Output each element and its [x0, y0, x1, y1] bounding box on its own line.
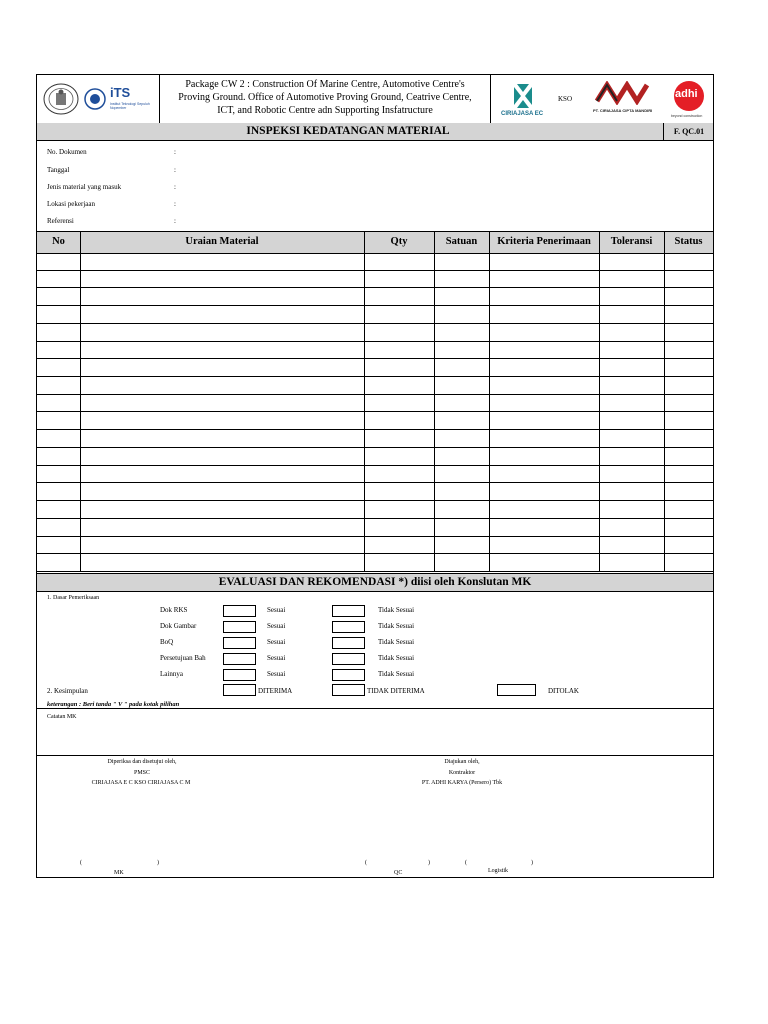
table-cell-status[interactable]	[665, 413, 713, 430]
table-cell-toleransi[interactable]	[600, 342, 664, 359]
table-cell-qty[interactable]	[365, 253, 434, 270]
table-cell-no[interactable]	[38, 483, 80, 500]
checkbox-persetujuan-bahan-tidak-sesuai[interactable]	[332, 653, 365, 665]
table-cell-toleransi[interactable]	[600, 483, 664, 500]
table-cell-toleransi[interactable]	[600, 537, 664, 554]
checkbox-dok-gambar-tidak-sesuai[interactable]	[332, 621, 365, 633]
table-row	[37, 413, 713, 431]
table-cell-toleransi[interactable]	[600, 430, 664, 447]
table-cell-uraian-material[interactable]	[81, 448, 364, 465]
table-row	[37, 430, 713, 448]
table-cell-no[interactable]	[38, 430, 80, 447]
project-title-line-2: Proving Ground. Office of Automotive Proving Ground, Ceatrive Centre,	[178, 92, 472, 103]
table-row	[37, 253, 713, 271]
table-cell-status[interactable]	[665, 288, 713, 305]
table-cell-no[interactable]	[38, 271, 80, 288]
table-cell-no[interactable]	[38, 359, 80, 376]
table-cell-no[interactable]	[38, 395, 80, 412]
table-row	[37, 342, 713, 360]
table-row	[37, 466, 713, 484]
table-cell-kriteria[interactable]	[490, 430, 599, 447]
table-cell-no[interactable]	[38, 501, 80, 518]
info-sep-referensi: :	[174, 217, 176, 225]
table-cell-kriteria[interactable]	[490, 483, 599, 500]
table-cell-qty[interactable]	[365, 377, 434, 394]
project-title-line-1: Package CW 2 : Construction Of Marine Centre, Automotive Centre's	[185, 79, 465, 90]
table-row	[37, 483, 713, 501]
table-cell-status[interactable]	[665, 448, 713, 465]
dok-rks-sesuai-label: Sesuai	[267, 606, 286, 614]
table-cell-toleransi[interactable]	[600, 395, 664, 412]
table-cell-satuan[interactable]	[435, 448, 489, 465]
table-cell-status[interactable]	[665, 483, 713, 500]
table-cell-status[interactable]	[665, 342, 713, 359]
table-cell-qty[interactable]	[365, 271, 434, 288]
table-cell-uraian-material[interactable]	[81, 342, 364, 359]
checkbox-diterima[interactable]	[223, 684, 256, 696]
check-label-lainnya: Lainnya	[160, 670, 183, 678]
table-row	[37, 377, 713, 395]
table-row	[37, 501, 713, 519]
table-cell-kriteria[interactable]	[490, 519, 599, 536]
table-cell-no[interactable]	[38, 377, 80, 394]
info-sep-no-dokumen: :	[174, 148, 176, 156]
table-cell-uraian-material[interactable]	[81, 483, 364, 500]
checkbox-lainnya-tidak-sesuai[interactable]	[332, 669, 365, 681]
table-cell-status[interactable]	[665, 554, 713, 571]
table-cell-kriteria[interactable]	[490, 342, 599, 359]
dasar-pemeriksaan-label: 1. Dasar Pemeriksaan	[47, 595, 100, 601]
table-cell-no[interactable]	[38, 448, 80, 465]
checkbox-tidak-diterima[interactable]	[332, 684, 365, 696]
table-cell-qty[interactable]	[365, 501, 434, 518]
table-cell-toleransi[interactable]	[600, 359, 664, 376]
table-cell-kriteria[interactable]	[490, 537, 599, 554]
boq-tidak-sesuai-label: Tidak Sesuai	[378, 638, 415, 646]
checkbox-persetujuan-bahan-sesuai[interactable]	[223, 653, 256, 665]
table-cell-kriteria[interactable]	[490, 413, 599, 430]
table-cell-uraian-material[interactable]	[81, 377, 364, 394]
table-cell-toleransi[interactable]	[600, 377, 664, 394]
table-cell-kriteria[interactable]	[490, 554, 599, 571]
table-row	[37, 271, 713, 289]
signature-left-line-1: Diperiksa dan disetujui oleh,	[107, 759, 177, 765]
project-title	[160, 78, 490, 117]
adhi-tagline: beyond construction	[671, 114, 703, 118]
table-cell-status[interactable]	[665, 430, 713, 447]
table-cell-status[interactable]	[665, 324, 713, 341]
ciriajasa-cm-logo-text: PT. CIRIAJASA CIPTA MANDIRI	[593, 108, 653, 113]
col-header-toleransi: Toleransi	[610, 236, 653, 247]
signature-left-line-3: CIRIAJASA E C KSO CIRIAJASA C M	[91, 780, 191, 786]
checkbox-dok-rks-tidak-sesuai[interactable]	[332, 605, 365, 617]
table-cell-qty[interactable]	[365, 359, 434, 376]
table-cell-uraian-material[interactable]	[81, 413, 364, 430]
col-header-uraian-material: Uraian Material	[185, 236, 259, 247]
table-cell-no[interactable]	[38, 413, 80, 430]
table-row	[37, 324, 713, 342]
evaluation-title-bar	[37, 573, 713, 592]
table-row	[37, 537, 713, 555]
table-cell-satuan[interactable]	[435, 537, 489, 554]
table-cell-toleransi[interactable]	[600, 413, 664, 430]
signature-section	[37, 755, 713, 877]
table-cell-no[interactable]	[38, 342, 80, 359]
check-label-dok-rks: Dok RKS	[160, 606, 188, 614]
table-cell-qty[interactable]	[365, 395, 434, 412]
kesimpulan-label: 2. Kesimpulan	[47, 687, 88, 695]
dok-gambar-sesuai-label: Sesuai	[267, 622, 286, 630]
adhi-logo	[669, 79, 709, 119]
table-cell-kriteria[interactable]	[490, 377, 599, 394]
table-cell-uraian-material[interactable]	[81, 324, 364, 341]
table-row	[37, 288, 713, 306]
inspection-form	[36, 74, 714, 878]
table-cell-satuan[interactable]	[435, 501, 489, 518]
logistik-paren-close: )	[531, 860, 533, 866]
logistik-paren-open: (	[465, 860, 467, 866]
dok-rks-tidak-sesuai-label: Tidak Sesuai	[378, 606, 415, 614]
form-title: INSPEKSI KEDATANGAN MATERIAL	[246, 125, 450, 137]
checkbox-instruction-note: keterangan : Beri tanda " V " pada kotak pilihan	[47, 701, 180, 708]
checkbox-lainnya-sesuai[interactable]	[223, 669, 256, 681]
table-cell-satuan[interactable]	[435, 306, 489, 323]
its-logo-text: iTS	[110, 85, 131, 100]
table-cell-satuan[interactable]	[435, 342, 489, 359]
evaluation-section	[37, 591, 713, 708]
table-cell-kriteria[interactable]	[490, 306, 599, 323]
tidak-diterima-label: TIDAK DITERIMA	[367, 687, 425, 695]
table-cell-toleransi[interactable]	[600, 501, 664, 518]
table-cell-uraian-material[interactable]	[81, 466, 364, 483]
checkbox-dok-rks-sesuai[interactable]	[223, 605, 256, 617]
table-cell-satuan[interactable]	[435, 413, 489, 430]
qc-paren-open: (	[365, 860, 367, 866]
table-cell-no[interactable]	[38, 537, 80, 554]
signature-right-line-2: Kontraktor	[448, 770, 476, 776]
signature-left-line-2: PMSC	[133, 770, 150, 776]
table-cell-kriteria[interactable]	[490, 501, 599, 518]
info-label-lokasi: Lokasi pekerjaan	[47, 200, 96, 208]
table-cell-status[interactable]	[665, 395, 713, 412]
table-cell-status[interactable]	[665, 253, 713, 270]
table-row	[37, 519, 713, 537]
table-cell-kriteria[interactable]	[490, 324, 599, 341]
table-row	[37, 359, 713, 377]
table-cell-toleransi[interactable]	[600, 554, 664, 571]
table-cell-status[interactable]	[665, 377, 713, 394]
lainnya-sesuai-label: Sesuai	[267, 670, 286, 678]
mk-paren-open: (	[80, 860, 82, 866]
evaluation-title: EVALUASI DAN REKOMENDASI *) diisi oleh Konslutan MK	[218, 576, 532, 588]
table-cell-qty[interactable]	[365, 537, 434, 554]
boq-sesuai-label: Sesuai	[267, 638, 286, 646]
check-label-boq: BoQ	[160, 638, 174, 646]
checkbox-boq-sesuai[interactable]	[223, 637, 256, 649]
col-header-no: No	[52, 236, 65, 247]
table-row	[37, 395, 713, 413]
table-cell-satuan[interactable]	[435, 519, 489, 536]
catatan-mk-label: Catatan MK	[47, 714, 77, 720]
table-cell-toleransi[interactable]	[600, 466, 664, 483]
table-cell-kriteria[interactable]	[490, 253, 599, 270]
dok-gambar-tidak-sesuai-label: Tidak Sesuai	[378, 622, 415, 630]
table-cell-no[interactable]	[38, 306, 80, 323]
checkbox-dok-gambar-sesuai[interactable]	[223, 621, 256, 633]
checkbox-ditolak[interactable]	[497, 684, 536, 696]
table-cell-satuan[interactable]	[435, 377, 489, 394]
table-cell-uraian-material[interactable]	[81, 271, 364, 288]
table-cell-no[interactable]	[38, 288, 80, 305]
table-cell-toleransi[interactable]	[600, 253, 664, 270]
table-cell-qty[interactable]	[365, 448, 434, 465]
table-cell-kriteria[interactable]	[490, 288, 599, 305]
table-cell-satuan[interactable]	[435, 359, 489, 376]
table-cell-uraian-material[interactable]	[81, 395, 364, 412]
logistik-signer-label: Logistik	[488, 868, 509, 874]
table-cell-qty[interactable]	[365, 466, 434, 483]
info-label-referensi: Referensi	[47, 217, 74, 225]
table-cell-uraian-material[interactable]	[81, 288, 364, 305]
table-cell-uraian-material[interactable]	[81, 253, 364, 270]
check-label-dok-gambar: Dok Gambar	[160, 622, 197, 630]
table-cell-satuan[interactable]	[435, 466, 489, 483]
table-cell-qty[interactable]	[365, 288, 434, 305]
adhi-logo-text: adhi	[675, 88, 698, 100]
table-cell-uraian-material[interactable]	[81, 519, 364, 536]
signature-right-line-1: Diajukan oleh,	[444, 759, 480, 765]
table-cell-status[interactable]	[665, 501, 713, 518]
table-cell-uraian-material[interactable]	[81, 359, 364, 376]
table-cell-status[interactable]	[665, 466, 713, 483]
table-cell-uraian-material[interactable]	[81, 430, 364, 447]
ditolak-label: DITOLAK	[548, 687, 579, 695]
diterima-label: DITERIMA	[258, 687, 293, 695]
table-cell-qty[interactable]	[365, 324, 434, 341]
table-cell-qty[interactable]	[365, 342, 434, 359]
kso-label: KSO	[558, 95, 573, 103]
table-cell-qty[interactable]	[365, 430, 434, 447]
ciriajasa-ec-logo	[501, 81, 557, 119]
table-cell-qty[interactable]	[365, 554, 434, 571]
table-cell-toleransi[interactable]	[600, 288, 664, 305]
persetujuan-bahan-tidak-sesuai-label: Tidak Sesuai	[378, 654, 415, 662]
info-label-jenis-material: Jenis material yang masuk	[47, 183, 122, 191]
form-header	[37, 75, 713, 124]
table-cell-no[interactable]	[38, 324, 80, 341]
table-cell-status[interactable]	[665, 306, 713, 323]
table-cell-kriteria[interactable]	[490, 395, 599, 412]
table-cell-kriteria[interactable]	[490, 466, 599, 483]
table-row	[37, 306, 713, 324]
table-cell-satuan[interactable]	[435, 430, 489, 447]
table-cell-toleransi[interactable]	[600, 306, 664, 323]
info-sep-jenis-material: :	[174, 183, 176, 191]
table-cell-satuan[interactable]	[435, 271, 489, 288]
table-cell-toleransi[interactable]	[600, 324, 664, 341]
col-header-kriteria: Kriteria Penerimaan	[497, 236, 591, 247]
its-logo	[83, 83, 157, 115]
table-cell-status[interactable]	[665, 359, 713, 376]
table-cell-qty[interactable]	[365, 413, 434, 430]
qc-paren-close: )	[428, 860, 430, 866]
info-label-no-dokumen: No. Dokumen	[47, 148, 87, 156]
catatan-mk-section	[37, 708, 713, 756]
table-cell-no[interactable]	[38, 554, 80, 571]
info-sep-tanggal: :	[174, 166, 176, 174]
col-header-satuan: Satuan	[445, 236, 478, 247]
table-cell-satuan[interactable]	[435, 288, 489, 305]
table-cell-no[interactable]	[38, 519, 80, 536]
table-cell-no[interactable]	[38, 466, 80, 483]
table-row	[37, 448, 713, 466]
col-header-status: Status	[674, 236, 703, 247]
ciriajasa-cm-logo	[593, 81, 663, 119]
table-cell-kriteria[interactable]	[490, 359, 599, 376]
table-cell-satuan[interactable]	[435, 554, 489, 571]
table-cell-satuan[interactable]	[435, 324, 489, 341]
table-row	[37, 554, 713, 572]
table-cell-satuan[interactable]	[435, 483, 489, 500]
lainnya-tidak-sesuai-label: Tidak Sesuai	[378, 670, 415, 678]
table-cell-status[interactable]	[665, 519, 713, 536]
mk-paren-close: )	[157, 860, 159, 866]
checkbox-boq-tidak-sesuai[interactable]	[332, 637, 365, 649]
table-cell-kriteria[interactable]	[490, 271, 599, 288]
table-cell-toleransi[interactable]	[600, 519, 664, 536]
col-header-qty: Qty	[390, 236, 408, 247]
table-cell-qty[interactable]	[365, 519, 434, 536]
material-table	[37, 232, 713, 572]
table-cell-no[interactable]	[38, 253, 80, 270]
table-cell-status[interactable]	[665, 271, 713, 288]
table-cell-satuan[interactable]	[435, 253, 489, 270]
project-title-line-3: ICT, and Robotic Centre adn Supporting Insfatructure	[217, 105, 433, 116]
info-label-tanggal: Tanggal	[47, 166, 70, 174]
signature-right-line-3: PT. ADHI KARYA (Persero) Tbk	[421, 780, 503, 786]
its-logo-subtext: Institut Teknologi Sepuluh Nopember	[110, 102, 150, 110]
table-cell-qty[interactable]	[365, 483, 434, 500]
info-section	[37, 141, 713, 232]
table-cell-satuan[interactable]	[435, 395, 489, 412]
persetujuan-bahan-sesuai-label: Sesuai	[267, 654, 286, 662]
table-cell-uraian-material[interactable]	[81, 537, 364, 554]
form-code: F. QC.01	[673, 127, 705, 136]
table-cell-uraian-material[interactable]	[81, 501, 364, 518]
info-sep-lokasi: :	[174, 200, 176, 208]
qc-signer-label: QC	[394, 870, 403, 876]
mk-signer-label: MK	[114, 870, 124, 876]
table-cell-qty[interactable]	[365, 306, 434, 323]
table-cell-toleransi[interactable]	[600, 271, 664, 288]
university-seal-logo	[43, 83, 79, 115]
table-cell-uraian-material[interactable]	[81, 554, 364, 571]
table-cell-toleransi[interactable]	[600, 448, 664, 465]
table-cell-kriteria[interactable]	[490, 448, 599, 465]
table-cell-uraian-material[interactable]	[81, 306, 364, 323]
table-cell-status[interactable]	[665, 537, 713, 554]
check-label-persetujuan-bahan: Persetujuan Bah	[160, 654, 206, 662]
ciriajasa-ec-logo-text: CIRIAJASA EC	[501, 111, 544, 117]
form-title-bar	[37, 123, 713, 141]
